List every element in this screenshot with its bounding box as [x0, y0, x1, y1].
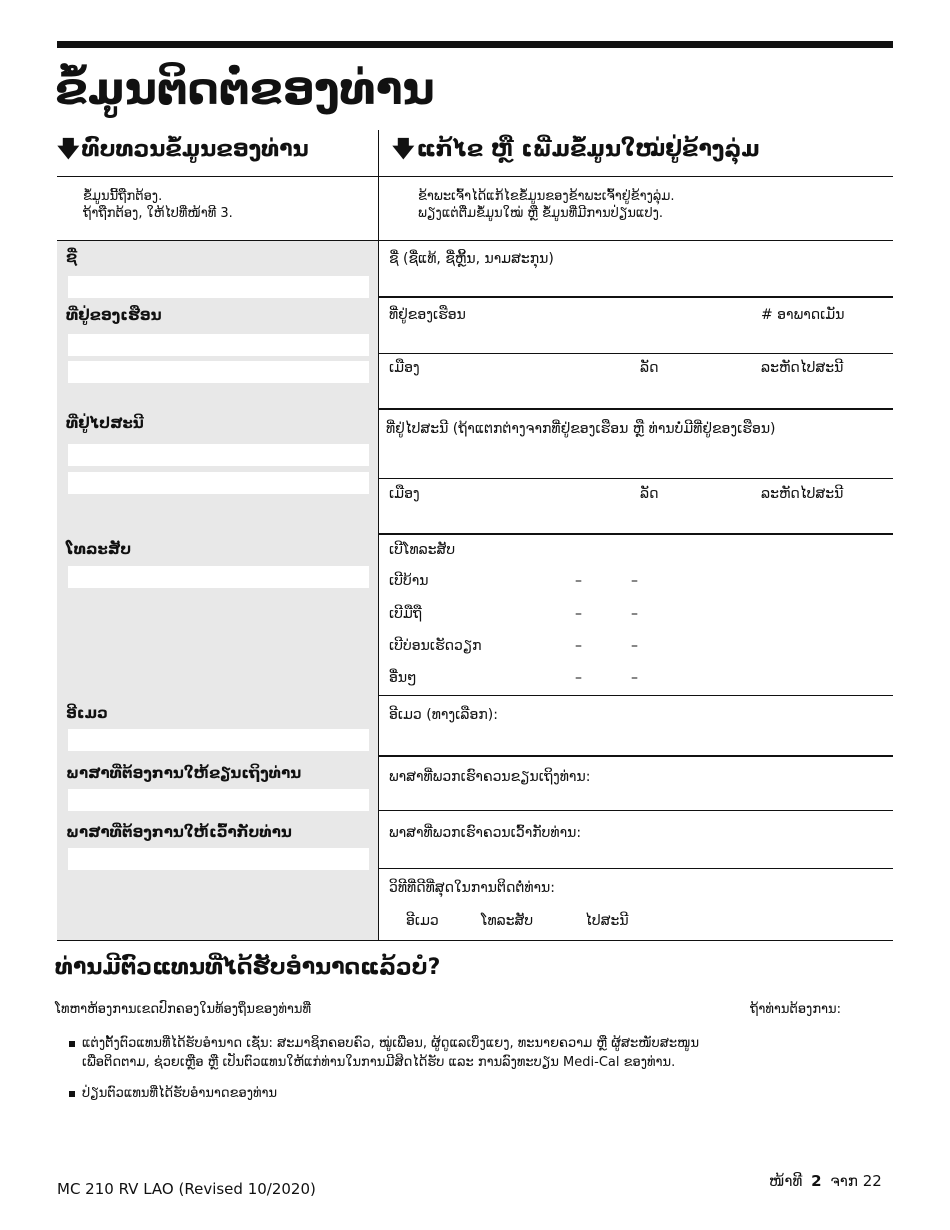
- rule-home-city: [379, 408, 893, 410]
- right-label-written-language: ພາສາທີ່ພວກເຮົາຄວນຂຽນເຖິງທ່ານ:: [389, 769, 591, 785]
- rule-home-address: [379, 353, 893, 354]
- right-column-heading: [392, 134, 760, 166]
- home-phone-dash-1: –: [575, 573, 582, 589]
- page-indicator: [769, 1172, 882, 1190]
- left-intro-line-2: ຖ້າຖືກຕ້ອງ, ໃຫ້ໄປທີ່ໜ້າທີ 3.: [83, 206, 233, 221]
- left-column-heading: [57, 134, 309, 166]
- header-rule: [57, 176, 893, 177]
- right-label-other-phone: ອື່ນໆ: [389, 670, 417, 686]
- spoken-language-field: [68, 848, 369, 870]
- page-title: ຂໍ້ມູນຕິດຕໍ່ຂອງທ່ານ: [55, 64, 435, 115]
- bullet-1-line-b: ເພື່ອຕິດຕາມ, ຊ່ວຍເຫຼືອ ຫຼື ເປັນຕົວແທນໃຫ້ແກ່ທ່ານໃນການມີສິດໄດ້ຮັບ ແລະ ການລົງທະບຽນ Medi-Cal ຂອງທ່ານ.: [82, 1055, 676, 1070]
- right-heading-text: ແກ້ໄຂ ຫຼື ເພີ່ມຂໍ້ມູນໃໝ່ຢູ່ຂ້າງລຸ່ມ: [416, 137, 760, 162]
- right-label-best-contact: ວິທີທີ່ດີທີ່ສຸດໃນການຕິດຕໍ່ທ່ານ:: [389, 880, 555, 896]
- right-label-home-state: ລັດ: [640, 360, 659, 376]
- right-label-mailing-city: ເມືອງ: [389, 486, 420, 502]
- label-email: ອີເມວ: [66, 704, 108, 722]
- home-address-field-2: [68, 361, 369, 383]
- form-id: MC 210 RV LAO (Revised 10/2020): [57, 1180, 316, 1198]
- right-label-mailing-state: ລັດ: [640, 486, 659, 502]
- rule-mailing-city: [379, 533, 893, 535]
- page-total: 22: [862, 1172, 882, 1190]
- auth-rep-line-left: ໂທຫາຫ້ອງການເຂດປົກຄອງໃນທ້ອງຖິ່ນຂອງທ່ານທີ່: [55, 1002, 311, 1017]
- other-phone-dash-2: –: [631, 670, 638, 686]
- rule-mailing-address: [379, 478, 893, 479]
- right-label-phone-numbers: ເບີໂທລະສັບ: [389, 542, 456, 558]
- top-rule: [57, 41, 893, 48]
- mailing-address-field-1: [68, 444, 369, 466]
- left-intro-line-1: ຂໍ້ມູນນີ້ຖືກຕ້ອງ.: [83, 189, 163, 204]
- rule-email: [379, 755, 893, 757]
- option-mail: ໄປສະນີ: [585, 913, 629, 929]
- right-label-apt: # ອາພາດເມັນ: [761, 307, 845, 323]
- auth-rep-bullet-1: [69, 1034, 889, 1072]
- home-phone-dash-2: –: [631, 573, 638, 589]
- right-label-work-phone: ເບີບ່ອນເຮັດວຽກ: [389, 638, 482, 654]
- home-address-field-1: [68, 334, 369, 356]
- label-name: ຊື່: [66, 248, 78, 266]
- label-mailing-address: ທີ່ຢູ່ໄປສະນີ: [66, 414, 144, 432]
- phone-value-field: [68, 566, 369, 588]
- work-phone-dash-1: –: [575, 638, 582, 654]
- right-label-mailing-zip: ລະຫັດໄປສະນີ: [761, 486, 844, 502]
- right-label-mailing-address: ທີ່ຢູ່ໄປສະນີ (ຖ້າແຕກຕ່າງຈາກທີ່ຢູ່ຂອງເຮືອນ ຫຼື ທ່ານບໍ່ມີທີ່ຢູ່ຂອງເຮືອນ): [386, 421, 776, 437]
- work-phone-dash-2: –: [631, 638, 638, 654]
- bullet-1-line-a: ແຕ່ງຕັ້ງຕົວແທນທີ່ໄດ້ຮັບອຳນາດ ເຊັ່ນ: ສະມາຊິກຄອບຄົວ, ໝູ່ເພື່ອນ, ຜູ້ດູແລເບິ່ງແຍງ, ທະນາຍຄວາມ ຫຼື ຜູ້ສະໜັບສະໜູນ: [82, 1036, 700, 1051]
- left-heading-text: ທົບທວນຂໍ້ມູນຂອງທ່ານ: [81, 137, 309, 162]
- rule-written-language: [379, 810, 893, 811]
- right-label-home-phone: ເບີບ້ານ: [389, 573, 429, 589]
- auth-rep-bullet-2: [69, 1084, 277, 1103]
- column-divider: [378, 130, 379, 940]
- option-email: ອີເມວ: [406, 913, 439, 929]
- rule-phone: [379, 695, 893, 696]
- mailing-address-field-2: [68, 472, 369, 494]
- right-label-home-city: ເມືອງ: [389, 360, 420, 376]
- name-value-field: [68, 276, 369, 298]
- auth-rep-line-right: ຖ້າທ່ານຕ້ອງການ:: [750, 1002, 841, 1017]
- right-label-email: ອີເມວ (ທາງເລືອກ):: [389, 707, 498, 723]
- table-bottom-rule: [57, 940, 893, 941]
- bullet-icon: [69, 1041, 75, 1047]
- arrow-down-icon: 🡇: [57, 137, 80, 162]
- mobile-phone-dash-2: –: [631, 606, 638, 622]
- right-label-home-address: ທີ່ຢູ່ຂອງເຮືອນ: [389, 307, 466, 323]
- right-intro-line-1: ຂ້າພະເຈົ້າໄດ້ແກ້ໄຂຂໍ້ມູນຂອງຂ້າພະເຈົ້າຢູ່ຂ້າງລຸ່ມ.: [418, 189, 675, 204]
- label-home-address: ທີ່ຢູ່ຂອງເຮືອນ: [66, 306, 162, 324]
- right-label-name: ຊື່ (ຊື່ແທ້, ຊື່ຫຼິ້ນ, ນາມສະກຸນ): [389, 251, 554, 267]
- label-spoken-language: ພາສາທີ່ຕ້ອງການໃຫ້ເວົ້າກັບທ່ານ: [66, 823, 292, 841]
- right-intro: [418, 188, 675, 222]
- rule-spoken-language: [379, 868, 893, 869]
- rule-name: [379, 296, 893, 298]
- label-phone: ໂທລະສັບ: [66, 540, 132, 558]
- option-phone: ໂທລະສັບ: [481, 913, 534, 929]
- email-value-field: [68, 729, 369, 751]
- arrow-down-icon: 🡇: [392, 137, 415, 162]
- left-intro: [83, 188, 233, 222]
- auth-rep-heading: ທ່ານມີຕົວແທນທີ່ໄດ້ຮັບອຳນາດແລ້ວບໍ?: [55, 955, 441, 980]
- label-written-language: ພາສາທີ່ຕ້ອງການໃຫ້ຂຽນເຖິງທ່ານ: [66, 764, 302, 782]
- right-label-mobile-phone: ເບີມືຖື: [389, 606, 422, 622]
- right-intro-line-2: ພຽງແຕ່ຕື່ມຂໍ້ມູນໃໝ່ ຫຼື ຂໍ້ມູນທີ່ມີການປ່ຽນແປງ.: [418, 206, 664, 221]
- of-word: ຈາກ: [830, 1172, 858, 1190]
- written-language-field: [68, 789, 369, 811]
- page-word: ໜ້າທີ: [769, 1172, 803, 1190]
- page-number: 2: [811, 1172, 822, 1190]
- bullet-icon: [69, 1091, 75, 1097]
- mobile-phone-dash-1: –: [575, 606, 582, 622]
- other-phone-dash-1: –: [575, 670, 582, 686]
- right-label-home-zip: ລະຫັດໄປສະນີ: [761, 360, 844, 376]
- bullet-2-text: ປ່ຽນຕົວແທນທີ່ໄດ້ຮັບອຳນາດຂອງທ່ານ: [82, 1086, 278, 1101]
- right-label-spoken-language: ພາສາທີ່ພວກເຮົາຄວນເວົ້າກັບທ່ານ:: [389, 825, 582, 841]
